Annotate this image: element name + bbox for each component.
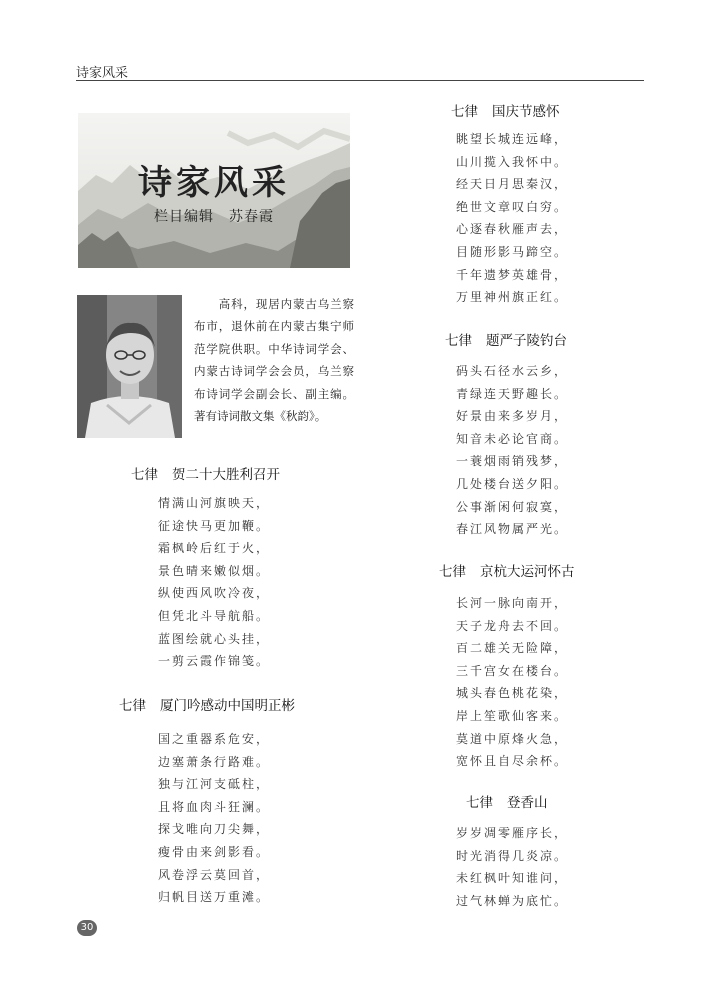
poem-line: 公事渐闲何寂寞， [456, 499, 569, 514]
poem-title-text: 登香山 [507, 795, 548, 811]
poem-line: 码头石径水云乡， [456, 364, 569, 378]
poem-form: 七律 [119, 698, 146, 714]
poem-line: 好景由来多岁月， [456, 409, 569, 424]
poem-body [456, 592, 568, 773]
poem-line: 情满山河旗映天， [158, 496, 271, 510]
author-photo-image [77, 295, 182, 438]
poem-title [119, 694, 295, 714]
poem-line: 山川揽入我怀中。 [456, 154, 569, 169]
poem-line: 城头春色桃花染， [456, 686, 569, 701]
poem-line: 一蓑烟雨销残梦， [456, 454, 569, 469]
poem-line: 征途快马更加鞭。 [158, 518, 271, 533]
poem-line: 独与江河支砥柱， [158, 777, 271, 792]
column-editor-credit: 栏目编辑 苏春霞 [154, 209, 274, 225]
poem-line: 经天日月思秦汉， [456, 177, 569, 192]
poem-line: 过气林蝉为底忙。 [456, 893, 569, 908]
poem-line: 风卷浮云莫回首， [158, 867, 271, 882]
poem-line: 霜枫岭后红于火， [158, 541, 271, 556]
poem-line: 一剪云霞作锦笺。 [158, 654, 271, 669]
poem-line: 百二雄关无险障， [456, 641, 569, 656]
poem-line: 探戈唯向刀尖舞， [158, 822, 271, 837]
poem-line: 边塞萧条行路难。 [158, 754, 271, 769]
poem-line: 时光消得几炎凉。 [456, 848, 569, 863]
banner-title: 诗家风采 [138, 163, 290, 203]
header-rule [76, 80, 644, 81]
poem-title [445, 329, 567, 349]
column-banner [78, 113, 350, 268]
poem-body [456, 128, 568, 309]
poem-line: 岸上笙歌仙客来。 [456, 708, 569, 723]
author-portrait [77, 295, 182, 438]
poem-line: 天子龙舟去不回。 [456, 618, 569, 633]
poem-body [158, 728, 270, 909]
poem-title-text: 题严子陵钓台 [486, 333, 567, 349]
poem-line: 宽怀且自尽余杯。 [456, 754, 569, 769]
poem-line: 绝世文章叹白穷。 [456, 199, 569, 214]
poem-line: 国之重器系危安， [158, 732, 271, 746]
poem-line: 三千宫女在楼台。 [456, 663, 569, 678]
poem-line: 万里神州旗正红。 [456, 290, 569, 305]
author-bio: 高科，现居内蒙古乌兰察布市，退休前在内蒙古集宁师范学院供职。中华诗词学会、内蒙古诗词学会会员，乌兰察布诗词学会副会长、副主编。著有诗词散文集《秋韵》。 [194, 297, 354, 424]
poem-title [466, 791, 548, 811]
poem-title [451, 100, 560, 120]
poem-form: 七律 [131, 467, 158, 483]
poem-line: 纵使西风吹冷夜， [158, 586, 271, 601]
poem-body [158, 492, 270, 673]
poem-line: 春江风物属严光。 [456, 522, 569, 537]
poem-title [131, 463, 280, 483]
page-number: 30 [77, 920, 97, 936]
poem-line: 且将血肉斗狂澜。 [158, 799, 271, 814]
poem-line: 目随形影马蹄空。 [456, 244, 569, 259]
poem-form: 七律 [445, 333, 472, 349]
poem-line: 眺望长城连远峰， [456, 132, 569, 146]
poem-body [456, 822, 568, 912]
poem-body [456, 360, 568, 541]
poem-form: 七律 [466, 795, 493, 811]
poem-line: 未红枫叶知谁问， [456, 871, 569, 886]
poem-line: 青绿连天野趣长。 [456, 386, 569, 401]
poem-title [439, 560, 575, 580]
poem-line: 几处楼台送夕阳。 [456, 476, 569, 491]
poem-line: 千年遗梦英雄骨， [456, 267, 569, 282]
poem-title-text: 厦门吟感动中国明正彬 [160, 698, 295, 714]
poem-line: 长河一脉向南开， [456, 596, 569, 610]
poem-line: 蓝图绘就心头挂， [158, 631, 271, 646]
poem-form: 七律 [439, 564, 466, 580]
poem-title-text: 国庆节感怀 [492, 104, 560, 120]
poem-line: 但凭北斗导航船。 [158, 608, 271, 623]
poem-line: 归帆目送万重滩。 [158, 890, 271, 905]
poem-title-text: 贺二十大胜利召开 [172, 467, 280, 483]
running-header: 诗家风采 [76, 66, 129, 81]
poem-line: 岁岁凋零雁序长， [456, 826, 569, 840]
poem-line: 莫道中原烽火急， [456, 731, 569, 746]
poem-line: 心逐春秋雁声去， [456, 222, 569, 237]
poem-line: 景色晴来嫩似烟。 [158, 563, 271, 578]
poem-line: 知音未必论官商。 [456, 431, 569, 446]
poem-title-text: 京杭大运河怀古 [480, 564, 575, 580]
poem-form: 七律 [451, 104, 478, 120]
poem-line: 瘦骨由来剑影看。 [158, 844, 271, 859]
